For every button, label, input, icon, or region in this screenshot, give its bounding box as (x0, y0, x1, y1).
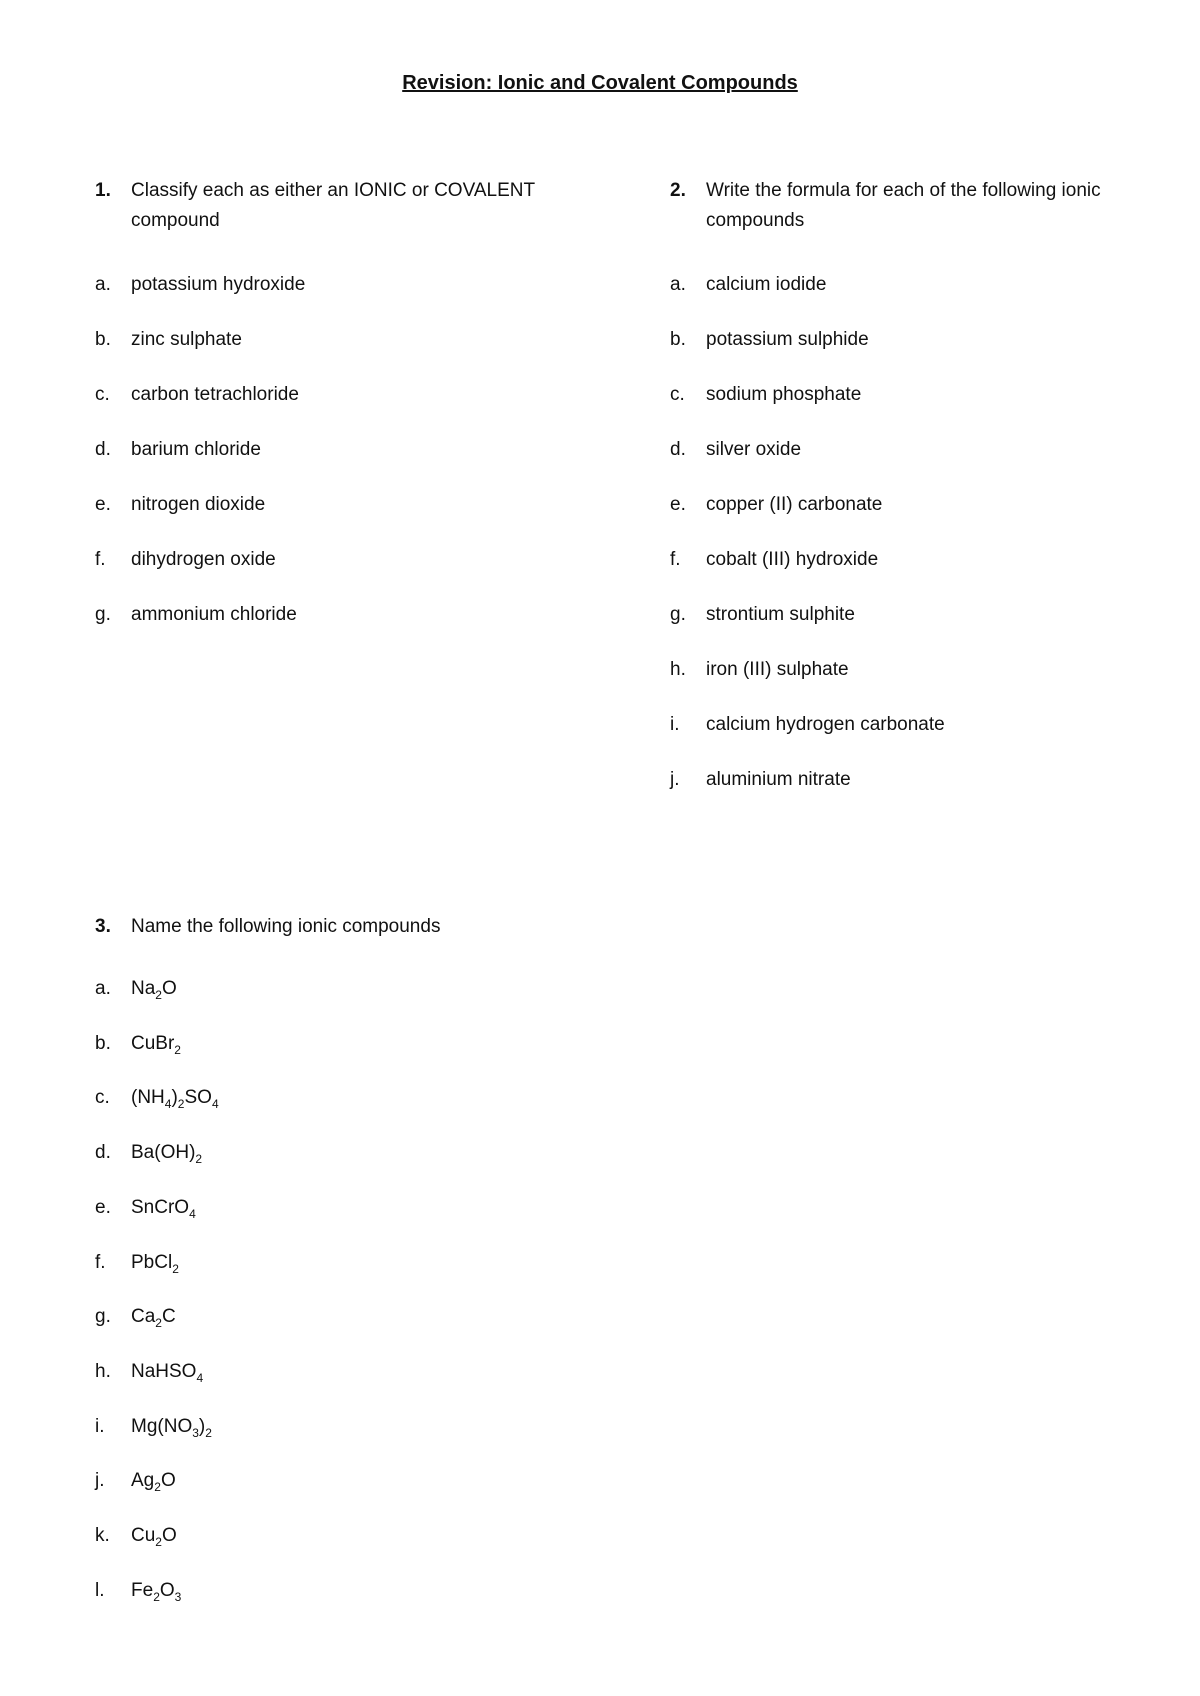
item-letter: f. (95, 549, 106, 570)
item-letter: j. (95, 1470, 105, 1492)
list-item (95, 1085, 219, 1111)
list-item (95, 382, 299, 408)
item-letter: c. (95, 384, 110, 405)
list-item (95, 1468, 176, 1494)
item-text: potassium hydroxide (131, 274, 306, 295)
item-text: copper (II) carbonate (706, 494, 883, 515)
item-letter: e. (95, 1196, 111, 1218)
item-text: aluminium nitrate (706, 769, 851, 790)
question-3-heading (95, 912, 561, 942)
item-text: calcium iodide (706, 274, 827, 295)
item-text: cobalt (III) hydroxide (706, 549, 879, 570)
list-item (95, 437, 261, 463)
item-letter: d. (95, 1142, 111, 1164)
item-letter: i. (670, 714, 680, 735)
item-letter: j. (670, 769, 680, 790)
item-text: barium chloride (131, 439, 261, 460)
question-1-text: Classify each as either an IONIC or COVALENT compound (131, 180, 535, 231)
item-letter: h. (670, 659, 686, 680)
item-letter: g. (95, 1306, 111, 1328)
list-item (95, 1304, 176, 1330)
item-text: dihydrogen oxide (131, 549, 276, 570)
question-3-number: 3. (95, 916, 111, 937)
list-item (670, 437, 801, 463)
item-letter: c. (95, 1087, 110, 1109)
list-item (95, 1250, 179, 1276)
item-letter: d. (670, 439, 686, 460)
item-formula: $Ag_2O$ (131, 1470, 176, 1495)
item-formula: NaHSO$_4$ (131, 1360, 204, 1385)
item-letter: b. (95, 329, 111, 350)
list-item (95, 492, 265, 518)
list-item (95, 327, 242, 353)
list-item (670, 547, 878, 573)
question-2-heading (670, 176, 1106, 236)
list-item (670, 767, 851, 793)
item-text: silver oxide (706, 439, 802, 460)
list-item (95, 1414, 212, 1440)
item-formula: PbCl$_2$ (131, 1251, 179, 1276)
item-letter: a. (95, 978, 111, 999)
item-text: zinc sulphate (131, 329, 242, 350)
item-formula: $(NH_4)_2SO_4$ (131, 1087, 219, 1112)
question-2-text: Write the formula for each of the following ionic compounds (706, 180, 1101, 231)
item-letter: k. (95, 1525, 110, 1546)
list-item (670, 492, 882, 518)
list-item (670, 712, 945, 738)
list-item (95, 1031, 181, 1057)
item-letter: d. (95, 439, 111, 460)
item-text: strontium sulphite (706, 604, 855, 625)
item-formula: SnCrO$_4$ (131, 1196, 196, 1221)
list-item (670, 327, 869, 353)
list-item (670, 657, 849, 683)
item-formula: CuBr$_2$ (131, 1032, 181, 1057)
item-letter: f. (670, 549, 681, 570)
item-letter: c. (670, 384, 685, 405)
list-item (95, 602, 297, 628)
item-letter: h. (95, 1360, 111, 1382)
item-letter: e. (95, 494, 111, 515)
list-item (95, 976, 177, 1002)
item-text: sodium phosphate (706, 384, 862, 405)
list-item (95, 1195, 196, 1221)
item-formula: $Ba(OH)_2$ (131, 1142, 203, 1166)
page-title: Revision: Ionic and Covalent Compounds (402, 72, 798, 94)
item-letter: e. (670, 494, 686, 515)
item-letter: a. (670, 274, 686, 295)
item-formula: $Cu_2O$ (131, 1525, 177, 1549)
item-letter: f. (95, 1251, 106, 1273)
list-item (95, 272, 305, 298)
item-text: iron (III) sulphate (706, 659, 849, 680)
item-letter: b. (95, 1032, 111, 1054)
list-item (670, 272, 826, 298)
item-formula: $Na_2O$ (131, 978, 177, 1002)
item-formula: $Ca_2C$ (131, 1306, 176, 1330)
item-text: nitrogen dioxide (131, 494, 266, 515)
question-1-heading (95, 176, 571, 236)
list-item (95, 1359, 203, 1385)
item-text: calcium hydrogen carbonate (706, 714, 945, 735)
question-3-text: Name the following ionic compounds (131, 916, 441, 937)
item-letter: b. (670, 329, 686, 350)
item-letter: g. (670, 604, 686, 625)
item-formula: $Mg(NO_3)_2$ (131, 1415, 212, 1440)
question-2-number: 2. (670, 180, 686, 201)
list-item (670, 602, 855, 628)
list-item (95, 1523, 177, 1549)
list-item (95, 1578, 181, 1604)
item-text: carbon tetrachloride (131, 384, 299, 405)
item-text: ammonium chloride (131, 604, 297, 625)
question-1-number: 1. (95, 180, 111, 201)
item-letter: g. (95, 604, 111, 625)
item-letter: i. (95, 1415, 105, 1437)
list-item (95, 1140, 202, 1166)
list-item (670, 382, 861, 408)
item-letter: l. (95, 1579, 105, 1601)
list-item (95, 547, 276, 573)
item-formula: $Fe_2O_3$ (131, 1579, 182, 1604)
item-letter: a. (95, 274, 111, 295)
item-text: potassium sulphide (706, 329, 869, 350)
